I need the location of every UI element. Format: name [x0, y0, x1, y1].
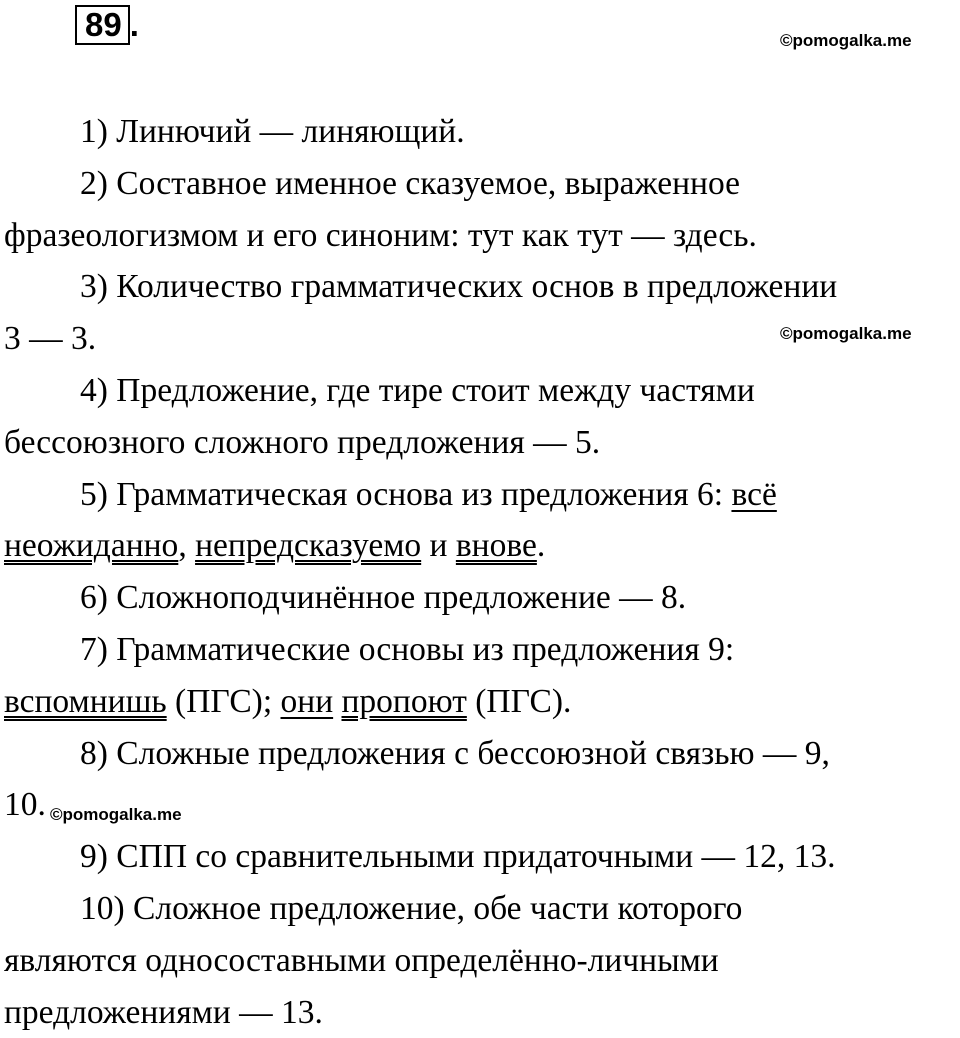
- answer-6: 6) Сложноподчинённое предложение — 8.: [80, 579, 687, 617]
- exercise-number: [75, 5, 139, 45]
- answer-3-line-2: 3 — 3.: [4, 320, 97, 358]
- answer-5-line-1: [4, 469, 960, 521]
- answer-5-end: .: [536, 527, 546, 565]
- answer-7-space: [333, 683, 341, 720]
- answer-5-predicate-1: неожиданно: [4, 527, 179, 565]
- answer-5-line-2: [4, 520, 960, 572]
- watermark-middle: ©pomogalka.me: [780, 324, 912, 343]
- answer-8-line-2: 10.: [4, 786, 46, 824]
- answer-2-line-1: 2) Составное именное сказуемое, выраженное: [80, 164, 740, 202]
- answer-text: [4, 106, 960, 1038]
- answer-2-line-2: фразеологизмом и его синоним: тут как тут — здесь.: [4, 216, 757, 254]
- answer-4-line-2: бессоюзного сложного предложения — 5.: [4, 423, 601, 461]
- watermark-bottom: ©pomogalka.me: [50, 805, 182, 824]
- answer-5-separator-2: и: [421, 527, 456, 565]
- answer-10-line-1: 10) Сложное предложение, обе части которого: [80, 889, 743, 927]
- exercise-number-box: [75, 5, 130, 45]
- answer-1: 1) Линючий — линяющий.: [80, 113, 465, 150]
- watermark-top: ©pomogalka.me: [780, 31, 912, 50]
- answer-10-line-3: предложениями — 13.: [4, 993, 323, 1031]
- exercise-number-value: 89: [85, 6, 122, 43]
- answer-7-note-1: (ПГС);: [166, 682, 281, 720]
- answer-10-line-2: являются односоставными определённо-личными: [4, 941, 719, 979]
- answer-7-line-2: [4, 676, 960, 728]
- answer-5-predicate-2: непредсказуемо: [195, 527, 422, 565]
- answer-5-separator-1: ,: [178, 527, 196, 565]
- answer-5-predicate-3: внове: [455, 527, 537, 565]
- answer-4-line-1: 4) Предложение, где тире стоит между частями: [80, 371, 755, 409]
- answer-5-subject: всё: [731, 475, 777, 513]
- answer-5-intro: 5) Грамматическая основа из предложения 6:: [80, 475, 732, 513]
- answer-7-subject: они: [280, 682, 334, 720]
- answer-8-line-1: 8) Сложные предложения с бессоюзной связью — 9,: [80, 734, 830, 772]
- answer-7-predicate-1: вспомнишь: [4, 682, 167, 720]
- answer-7-line-1: 7) Грамматические основы из предложения 9:: [80, 630, 735, 668]
- answer-7-note-2: (ПГС).: [466, 682, 572, 720]
- answer-3-line-1: 3) Количество грамматических основ в предложении: [80, 268, 838, 306]
- exercise-number-dot: .: [129, 6, 139, 43]
- answer-9: 9) СПП со сравнительными придаточными — 12, 13.: [80, 838, 836, 876]
- answer-7-predicate-2: пропоют: [341, 682, 467, 720]
